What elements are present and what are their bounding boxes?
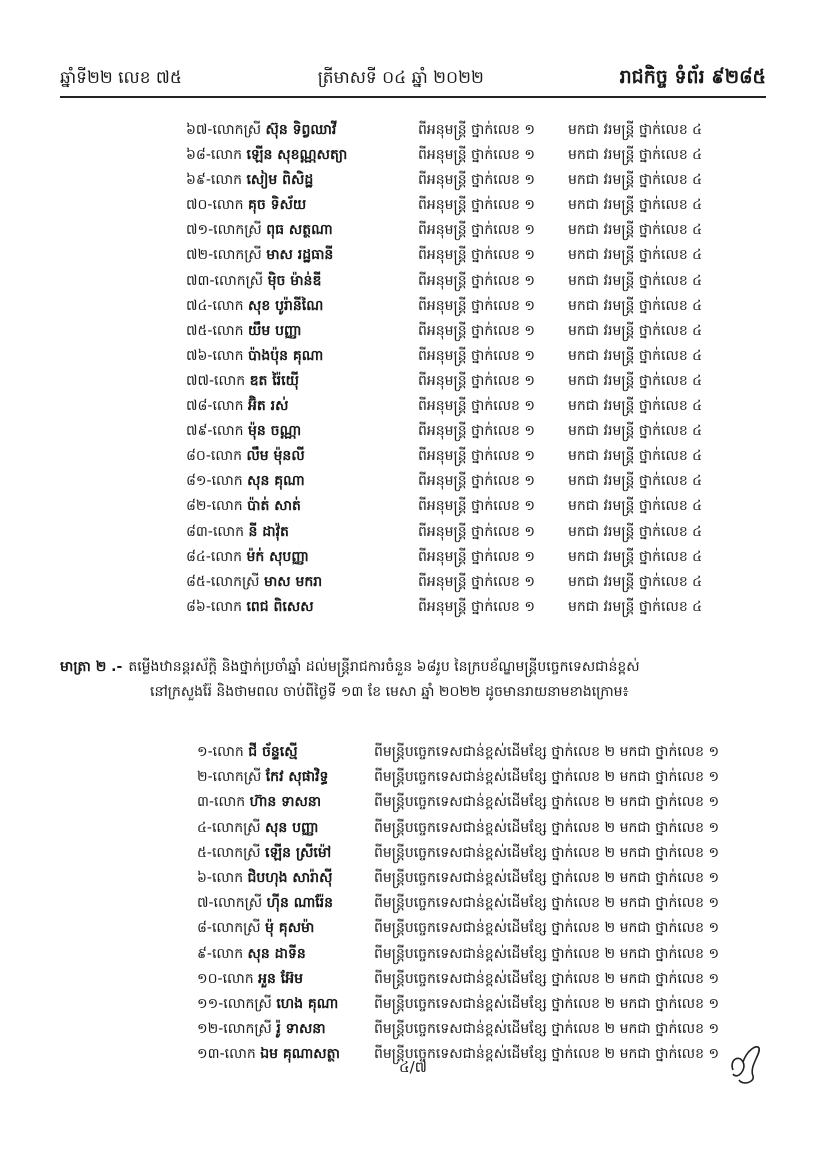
officer-name: ឌត រ៉ៃយ៉ើ xyxy=(249,372,299,389)
officer-entry: ៨៤-លោក ម៉ក់ សុបញ្ញា xyxy=(186,548,309,565)
officer-name: ឯម គុណាសត្ថា xyxy=(260,1046,340,1063)
entry-title: លោក xyxy=(212,398,244,415)
officer-entry: ១១-លោកស្រី ហេង គុណា xyxy=(197,995,339,1012)
officer-entry: ៦៩-លោក សៀម ពិសិដ្ឋ xyxy=(186,172,314,189)
rank-from: ពីអនុមន្ត្រី ថ្នាក់លេខ ១ xyxy=(418,222,535,239)
officer-name: ម៉ុន ចណ្ណា xyxy=(248,423,302,440)
list-item xyxy=(0,143,826,168)
rank-change: ពីមន្ត្រីបច្ចេកទេសជាន់ខ្ពស់ដើមខ្សែ ថ្នាក់លេខ ២ មកជា ថ្នាក់លេខ ១ xyxy=(374,844,720,861)
article-2-text-1: តម្លើងឋានន្តរស័ក្តិ និងថ្នាក់ប្រចាំឆ្នាំ ដល់មន្ត្រីរាជការចំនួន ៦៨រូប នៃក្របខ័ណ្ឌមន្ត្រីបច្ចេកទេសជាន់ខ្ពស់ xyxy=(128,659,640,675)
officer-name: សុន ដាទីន xyxy=(247,945,306,962)
entry-title: លោកស្រី xyxy=(211,844,261,861)
entry-number: ៥ xyxy=(197,844,207,861)
entry-title: លោក xyxy=(210,548,242,565)
list-item xyxy=(0,243,826,268)
list-item xyxy=(0,520,826,545)
rank-from: ពីអនុមន្ត្រី ថ្នាក់លេខ ១ xyxy=(418,172,535,189)
page-footer-number: ៤/៧ xyxy=(399,1058,427,1076)
list-item xyxy=(0,841,826,866)
entry-title: លោកស្រី xyxy=(211,819,261,836)
list-item xyxy=(0,1017,826,1042)
entry-title: លោកស្រី xyxy=(212,769,262,786)
entry-title: លោកស្រី xyxy=(210,573,260,590)
officer-name: អួន អ៊ែម xyxy=(258,970,304,987)
entry-title: លោក xyxy=(210,448,242,465)
entry-title: លោក xyxy=(212,744,244,760)
officer-entry: ៨៦-លោក ពេជ ពិសេស xyxy=(186,598,314,615)
officer-name: ម៉ក់ សុបញ្ញា xyxy=(246,548,309,565)
entry-number: ៦៨ xyxy=(186,147,206,164)
officer-entry: ៧-លោកស្រី ហ៊ីន ណារ៉ែន xyxy=(197,895,334,912)
promotion-list-officers xyxy=(0,118,826,620)
gazette-quarter: ត្រីមាសទី ០៤ ឆ្នាំ ២០២២ xyxy=(317,67,484,88)
officer-entry: ១-លោក ជី ច័ន្ទស្មើ xyxy=(197,744,298,760)
rank-change: ពីមន្ត្រីបច្ចេកទេសជាន់ខ្ពស់ដើមខ្សែ ថ្នាក់លេខ ២ មកជា ថ្នាក់លេខ ១ xyxy=(374,1021,720,1038)
rank-change: ពីមន្ត្រីបច្ចេកទេសជាន់ខ្ពស់ដើមខ្សែ ថ្នាក់លេខ ២ មកជា ថ្នាក់លេខ ១ xyxy=(374,945,720,962)
rank-change: ពីមន្ត្រីបច្ចេកទេសជាន់ខ្ពស់ដើមខ្សែ ថ្នាក់លេខ ២ មកជា ថ្នាក់លេខ ១ xyxy=(374,920,720,937)
officer-name: សុន គុណា xyxy=(247,473,305,490)
rank-from: ពីអនុមន្ត្រី ថ្នាក់លេខ ១ xyxy=(418,372,535,389)
officer-name: នី ដាវ៉ុត xyxy=(248,523,289,540)
gazette-page-number: រាជកិច្ច ទំព័រ ៩២៨៥ xyxy=(619,66,766,88)
rank-from: ពីអនុមន្ត្រី ថ្នាក់លេខ ១ xyxy=(418,448,535,465)
page-header xyxy=(60,62,766,96)
officer-entry: ១២-លោកស្រី រ៉ូ ទាសនា xyxy=(197,1021,326,1038)
officer-name: យឹម បញ្ញា xyxy=(248,322,302,339)
rank-change: ពីមន្ត្រីបច្ចេកទេសជាន់ខ្ពស់ដើមខ្សែ ថ្នាក់លេខ ២ មកជា ថ្នាក់លេខ ១ xyxy=(374,794,720,811)
rank-to: មកជា វរមន្ត្រី ថ្នាក់លេខ ៤ xyxy=(568,523,703,540)
rank-to: មកជា វរមន្ត្រី ថ្នាក់លេខ ៤ xyxy=(568,473,703,490)
officer-name: ម៉ុ គុសម៉ា xyxy=(265,920,315,937)
list-item xyxy=(0,992,826,1017)
entry-number: ៩ xyxy=(197,945,207,962)
promotion-list-senior-technical xyxy=(0,740,826,1067)
rank-from: ពីអនុមន្ត្រី ថ្នាក់លេខ ១ xyxy=(418,548,535,565)
list-item xyxy=(0,394,826,419)
officer-entry: ៣-លោក ហ៊ាន ទាសនា xyxy=(197,794,322,811)
entry-title: លោក xyxy=(212,523,245,540)
officer-name: សៀម ពិសិដ្ឋ xyxy=(246,172,314,189)
officer-name: ជិបហុង សារ៉ាស៊ី xyxy=(247,869,333,886)
entry-title: លោក xyxy=(210,598,242,615)
rank-change: ពីមន្ត្រីបច្ចេកទេសជាន់ខ្ពស់ដើមខ្សែ ថ្នាក់លេខ ២ មកជា ថ្នាក់លេខ ១ xyxy=(374,895,720,912)
entry-number: ៧៦ xyxy=(186,347,208,364)
entry-number: ៨០ xyxy=(186,448,206,465)
entry-number: ១៣ xyxy=(197,1046,220,1063)
entry-number: ៧០ xyxy=(186,197,208,214)
rank-to: មកជា វរមន្ត្រី ថ្នាក់លេខ ៤ xyxy=(568,573,703,590)
entry-title: លោកស្រី xyxy=(214,272,264,289)
list-item xyxy=(0,344,826,369)
list-item xyxy=(0,816,826,841)
list-item xyxy=(0,118,826,143)
rank-from: ពីអនុមន្ត្រី ថ្នាក់លេខ ១ xyxy=(418,197,535,214)
rank-from: ពីអនុមន្ត្រី ថ្នាក់លេខ ១ xyxy=(418,573,535,590)
entry-number: ៧៤ xyxy=(186,297,208,314)
officer-entry: ៧៥-លោក យឹម បញ្ញា xyxy=(186,322,302,339)
entry-title: លោក xyxy=(211,498,243,515)
rank-to: មកជា វរមន្ត្រី ថ្នាក់លេខ ៤ xyxy=(568,548,703,565)
officer-entry: ៧៩-លោក ម៉ុន ចណ្ណា xyxy=(186,423,302,440)
entry-title: លោក xyxy=(211,869,244,886)
list-item xyxy=(0,294,826,319)
rank-from: ពីអនុមន្ត្រី ថ្នាក់លេខ ១ xyxy=(418,598,535,615)
rank-from: ពីអនុមន្ត្រី ថ្នាក់លេខ ១ xyxy=(418,247,535,264)
rank-from: ពីអនុមន្ត្រី ថ្នាក់លេខ ១ xyxy=(418,423,535,440)
list-item xyxy=(0,444,826,469)
officer-entry: ៥-លោកស្រី ឡើន ស្រីម៉ៅ xyxy=(197,844,332,861)
list-item xyxy=(0,545,826,570)
entry-number: ១ xyxy=(197,744,208,760)
rank-change: ពីមន្ត្រីបច្ចេកទេសជាន់ខ្ពស់ដើមខ្សែ ថ្នាក់លេខ ២ មកជា ថ្នាក់លេខ ១ xyxy=(374,869,720,886)
entry-title: លោកស្រី xyxy=(223,995,272,1012)
list-item xyxy=(0,967,826,992)
list-item xyxy=(0,168,826,193)
entry-number: ២ xyxy=(197,769,208,786)
list-item xyxy=(0,942,826,967)
rank-to: មកជា វរមន្ត្រី ថ្នាក់លេខ ៤ xyxy=(568,448,703,465)
entry-number: ១២ xyxy=(197,1021,219,1038)
rank-to: មកជា វរមន្ត្រី ថ្នាក់លេខ ៤ xyxy=(568,247,703,264)
entry-number: ៤ xyxy=(197,819,207,836)
officer-entry: ៨០-លោក លឹម ម៉ុនលី xyxy=(186,448,305,465)
rank-to: មកជា វរមន្ត្រី ថ្នាក់លេខ ៤ xyxy=(568,147,703,164)
entry-number: ៦៩ xyxy=(186,172,206,189)
officer-entry: ៦៨-លោក ឡើន សុខណ្ណសត្យា xyxy=(186,147,348,164)
list-item xyxy=(0,419,826,444)
officer-name: សុន បញ្ញា xyxy=(265,819,319,836)
list-item xyxy=(0,218,826,243)
officer-entry: ៨១-លោក សុន គុណា xyxy=(186,473,305,490)
list-item xyxy=(0,740,826,765)
list-item xyxy=(0,765,826,790)
rank-from: ពីអនុមន្ត្រី ថ្នាក់លេខ ១ xyxy=(418,297,535,314)
list-item xyxy=(0,269,826,294)
rank-to: មកជា វរមន្ត្រី ថ្នាក់លេខ ៤ xyxy=(568,222,703,239)
entry-title: លោកស្រី xyxy=(213,222,262,239)
entry-number: ៨ xyxy=(197,920,207,937)
rank-to: មកជា វរមន្ត្រី ថ្នាក់លេខ ៤ xyxy=(568,498,703,515)
list-item xyxy=(0,469,826,494)
entry-title: លោក xyxy=(210,172,242,189)
rank-to: មកជា វរមន្ត្រី ថ្នាក់លេខ ៤ xyxy=(568,322,703,339)
list-item xyxy=(0,369,826,394)
rank-from: ពីអនុមន្ត្រី ថ្នាក់លេខ ១ xyxy=(418,272,535,289)
entry-number: ៨៣ xyxy=(186,523,208,540)
article-2 xyxy=(60,655,756,705)
gazette-issue: ឆ្នាំទី២២ លេខ ៧៥ xyxy=(60,67,182,88)
officer-entry: ៧១-លោកស្រី ពុធ សត្ថណា xyxy=(186,222,333,239)
rank-change: ពីមន្ត្រីបច្ចេកទេសជាន់ខ្ពស់ដើមខ្សែ ថ្នាក់លេខ ២ មកជា ថ្នាក់លេខ ១ xyxy=(374,819,720,836)
officer-name: គុច ទិស័យ xyxy=(248,197,307,214)
rank-to: មកជា វរមន្ត្រី ថ្នាក់លេខ ៤ xyxy=(568,372,703,389)
signature-initials xyxy=(725,1040,765,1088)
entry-title: លោក xyxy=(214,794,246,811)
officer-name: ហេង គុណា xyxy=(276,995,339,1012)
officer-name: ស៊ុន ទិព្វឈាវី xyxy=(265,122,337,138)
officer-entry: ៧៣-លោកស្រី ម៉ិច ម៉ាន់ឌី xyxy=(186,272,322,289)
officer-entry: ៨-លោកស្រី ម៉ុ គុសម៉ា xyxy=(197,920,315,937)
entry-number: ៨៥ xyxy=(186,573,206,590)
entry-title: លោក xyxy=(211,945,244,962)
header-rule xyxy=(60,96,766,98)
entry-number: ៦៧ xyxy=(186,122,208,138)
rank-change: ពីមន្ត្រីបច្ចេកទេសជាន់ខ្ពស់ដើមខ្សែ ថ្នាក់លេខ ២ មកជា ថ្នាក់លេខ ១ xyxy=(374,995,720,1012)
officer-name: ប៉ាត់ សាត់ xyxy=(247,498,301,515)
entry-number: ៧១ xyxy=(186,222,209,239)
entry-number: ៨១ xyxy=(186,473,207,490)
entry-title: លោក xyxy=(224,1046,256,1063)
entry-title: លោក xyxy=(212,347,244,364)
officer-entry: ៧៧-លោក ឌត រ៉ៃយ៉ើ xyxy=(186,372,299,389)
officer-name: ពុធ សត្ថណា xyxy=(266,222,333,239)
rank-to: មកជា វរមន្ត្រី ថ្នាក់លេខ ៤ xyxy=(568,272,703,289)
officer-entry: ៧៨-លោក អ៊ិត រស់ xyxy=(186,398,289,415)
entry-title: លោក xyxy=(212,197,244,214)
article-2-line-2: នៅក្រសួងរ៉ែ និងថាមពល ចាប់ពីថ្ងៃទី ១៣ ខែ មេសា ឆ្នាំ ២០២២ ដូចមានរាយនាមខាងក្រោម៖ xyxy=(150,684,629,700)
entry-number: ៨៤ xyxy=(186,548,206,565)
rank-to: មកជា វរមន្ត្រី ថ្នាក់លេខ ៤ xyxy=(568,297,703,314)
entry-number: ១១ xyxy=(197,995,219,1012)
rank-to: មកជា វរមន្ត្រី ថ្នាក់លេខ ៤ xyxy=(568,172,703,189)
rank-to: មកជា វរមន្ត្រី ថ្នាក់លេខ ៤ xyxy=(568,398,703,415)
entry-title: លោក xyxy=(214,372,246,389)
entry-number: ៧៣ xyxy=(186,272,210,289)
officer-name: ម៉ិច ម៉ាន់ឌី xyxy=(267,272,322,289)
entry-title: លោក xyxy=(212,322,244,339)
rank-change: ពីមន្ត្រីបច្ចេកទេសជាន់ខ្ពស់ដើមខ្សែ ថ្នាក់លេខ ២ មកជា ថ្នាក់លេខ ១ xyxy=(374,970,720,987)
rank-from: ពីអនុមន្ត្រី ថ្នាក់លេខ ១ xyxy=(418,473,535,490)
entry-number: ៧ xyxy=(197,895,209,912)
entry-number: ៧២ xyxy=(186,247,209,264)
officer-name: ពេជ ពិសេស xyxy=(246,598,314,615)
list-item xyxy=(0,891,826,916)
officer-entry: ៦-លោក ជិបហុង សារ៉ាស៊ី xyxy=(197,869,333,886)
entry-number: ៧៧ xyxy=(186,372,209,389)
officer-entry: ៧៦-លោក ប៉ាងប៉ុន គុណា xyxy=(186,347,324,364)
rank-from: ពីអនុមន្ត្រី ថ្នាក់លេខ ១ xyxy=(418,347,535,364)
rank-from: ពីអនុមន្ត្រី ថ្នាក់លេខ ១ xyxy=(418,523,535,540)
rank-from: ពីអនុមន្ត្រី ថ្នាក់លេខ ១ xyxy=(418,498,535,515)
rank-change: ពីមន្ត្រីបច្ចេកទេសជាន់ខ្ពស់ដើមខ្សែ ថ្នាក់លេខ ២ មកជា ថ្នាក់លេខ ១ xyxy=(374,1046,720,1063)
rank-to: មកជា វរមន្ត្រី ថ្នាក់លេខ ៤ xyxy=(568,423,703,440)
rank-from: ពីអនុមន្ត្រី ថ្នាក់លេខ ១ xyxy=(418,147,535,164)
officer-name: ហ៊ាន ទាសនា xyxy=(249,794,322,811)
entry-title: លោក xyxy=(222,970,254,987)
rank-change: ពីមន្ត្រីបច្ចេកទេសជាន់ខ្ពស់ដើមខ្សែ ថ្នាក់លេខ ២ មកជា ថ្នាក់លេខ ១ xyxy=(374,769,720,786)
entry-title: លោកស្រី xyxy=(223,1021,272,1038)
officer-entry: ១៣-លោក ឯម គុណាសត្ថា xyxy=(197,1046,340,1063)
officer-name: ប៉ាងប៉ុន គុណា xyxy=(248,347,324,364)
officer-name: ជី ច័ន្ទស្មើ xyxy=(248,744,298,760)
entry-number: ១០ xyxy=(197,970,218,987)
entry-number: ៧៩ xyxy=(186,423,208,440)
officer-name: រ៉ូ ទាសនា xyxy=(276,1021,326,1038)
officer-name: សុខ បូរ៉ានីណៃ xyxy=(248,297,324,314)
officer-name: មាស រដ្ឋធានី xyxy=(266,247,334,264)
officer-name: មាស មករា xyxy=(263,573,323,590)
rank-from: ពីអនុមន្ត្រី ថ្នាក់លេខ ១ xyxy=(418,322,535,339)
entry-number: ៧៨ xyxy=(186,398,208,415)
list-item xyxy=(0,595,826,620)
entry-title: លោកស្រី xyxy=(213,247,262,264)
entry-number: ៧៥ xyxy=(186,322,208,339)
entry-title: លោក xyxy=(212,297,244,314)
officer-entry: ៦៧-លោកស្រី ស៊ុន ទិព្វឈាវី xyxy=(186,122,337,138)
list-item xyxy=(0,570,826,595)
entry-title: លោក xyxy=(210,147,242,164)
officer-name: កែវ សុផាវិទ្ធ xyxy=(265,769,329,786)
officer-entry: ២-លោកស្រី កែវ សុផាវិទ្ធ xyxy=(197,769,329,786)
entry-title: លោក xyxy=(212,423,244,440)
rank-from: ពីអនុមន្ត្រី ថ្នាក់លេខ ១ xyxy=(418,122,535,138)
list-item xyxy=(0,319,826,344)
list-item xyxy=(0,916,826,941)
officer-entry: ៧៤-លោក សុខ បូរ៉ានីណៃ xyxy=(186,297,324,314)
entry-number: ៨៦ xyxy=(186,598,206,615)
officer-entry: ១០-លោក អួន អ៊ែម xyxy=(197,970,304,987)
officer-name: ឡើន ស្រីម៉ៅ xyxy=(265,844,332,861)
entry-number: ៦ xyxy=(197,869,207,886)
officer-entry: ៨៣-លោក នី ដាវ៉ុត xyxy=(186,523,289,540)
entry-title: លោកស្រី xyxy=(211,920,261,937)
officer-entry: ៨៥-លោកស្រី មាស មករា xyxy=(186,573,323,590)
list-item xyxy=(0,193,826,218)
officer-name: លឹម ម៉ុនលី xyxy=(246,448,305,465)
rank-to: មកជា វរមន្ត្រី ថ្នាក់លេខ ៤ xyxy=(568,598,703,615)
article-2-label: មាត្រា ២ .- xyxy=(60,659,123,675)
officer-entry: ៨២-លោក ប៉ាត់ សាត់ xyxy=(186,498,301,515)
officer-entry: ៤-លោកស្រី សុន បញ្ញា xyxy=(197,819,319,836)
officer-entry: ៩-លោក សុន ដាទីន xyxy=(197,945,306,962)
officer-entry: ៧០-លោក គុច ទិស័យ xyxy=(186,197,307,214)
rank-to: មកជា វរមន្ត្រី ថ្នាក់លេខ ៤ xyxy=(568,122,703,138)
rank-to: មកជា វរមន្ត្រី ថ្នាក់លេខ ៤ xyxy=(568,347,703,364)
rank-to: មកជា វរមន្ត្រី ថ្នាក់លេខ ៤ xyxy=(568,197,703,214)
rank-change: ពីមន្ត្រីបច្ចេកទេសជាន់ខ្ពស់ដើមខ្សែ ថ្នាក់លេខ ២ មកជា ថ្នាក់លេខ ១ xyxy=(374,744,720,760)
list-item xyxy=(0,866,826,891)
entry-title: លោកស្រី xyxy=(212,122,262,138)
list-item xyxy=(0,790,826,815)
entry-number: ៣ xyxy=(197,794,209,811)
officer-name: ឡើន សុខណ្ណសត្យា xyxy=(246,147,348,164)
officer-entry: ៧២-លោកស្រី មាស រដ្ឋធានី xyxy=(186,247,334,264)
entry-number: ៨២ xyxy=(186,498,207,515)
entry-title: លោកស្រី xyxy=(213,895,263,912)
officer-name: អ៊ិត រស់ xyxy=(248,398,289,415)
entry-title: លោក xyxy=(211,473,243,490)
list-item xyxy=(0,494,826,519)
rank-from: ពីអនុមន្ត្រី ថ្នាក់លេខ ១ xyxy=(418,398,535,415)
officer-name: ហ៊ីន ណារ៉ែន xyxy=(266,895,334,912)
article-2-line-1 xyxy=(60,655,756,680)
